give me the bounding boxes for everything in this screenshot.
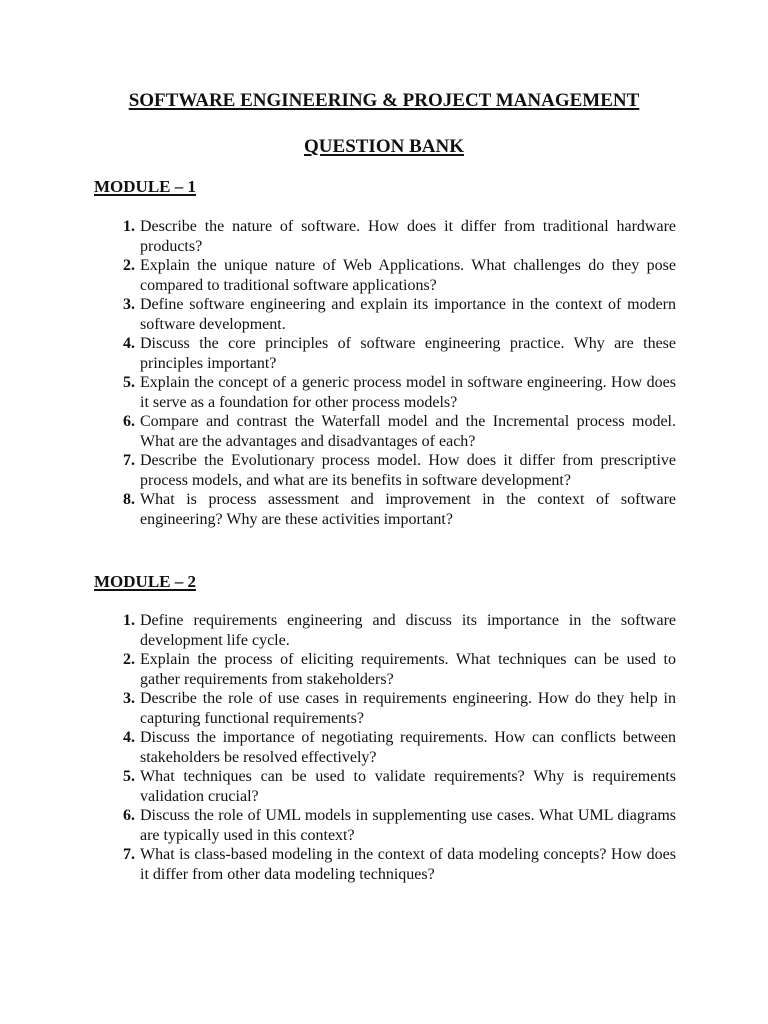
- question-number: 1.: [123, 218, 135, 235]
- list-item: [123, 217, 676, 256]
- question-text: Discuss the role of UML models in supplementing use cases. What UML diagrams are typically used in this context?: [140, 807, 676, 844]
- question-number: 4.: [123, 335, 135, 352]
- question-number: 6.: [123, 413, 135, 430]
- question-text: Discuss the core principles of software engineering practice. Why are these principles important?: [140, 335, 676, 372]
- list-item: [123, 256, 676, 295]
- question-number: 4.: [123, 729, 135, 746]
- question-text: Define requirements engineering and discuss its importance in the software development life cycle.: [140, 612, 676, 649]
- question-text: Explain the process of eliciting requirements. What techniques can be used to gather requirements from stakeholders?: [140, 651, 676, 688]
- list-item: [123, 806, 676, 845]
- list-item: [123, 611, 676, 650]
- list-item: [123, 295, 676, 334]
- list-item: [123, 767, 676, 806]
- question-text: Discuss the importance of negotiating requirements. How can conflicts between stakeholders be resolved effectively?: [140, 729, 676, 766]
- list-item: [123, 373, 676, 412]
- question-number: 6.: [123, 807, 135, 824]
- module-1-heading: MODULE – 1: [94, 177, 196, 196]
- list-item: [123, 845, 676, 884]
- module-2-question-list: [123, 611, 676, 884]
- question-text: Define software engineering and explain its importance in the context of modern software development.: [140, 296, 676, 333]
- question-number: 7.: [123, 452, 135, 469]
- list-item: [123, 650, 676, 689]
- question-text: Describe the nature of software. How does it differ from traditional hardware products?: [140, 218, 676, 255]
- module-2-heading: MODULE – 2: [94, 572, 196, 591]
- question-number: 8.: [123, 491, 135, 508]
- question-number: 3.: [123, 690, 135, 707]
- list-item: [123, 689, 676, 728]
- page-subtitle: QUESTION BANK: [304, 136, 464, 157]
- list-item: [123, 334, 676, 373]
- question-text: What techniques can be used to validate requirements? Why is requirements validation crucial?: [140, 768, 676, 805]
- question-text: Explain the unique nature of Web Applications. What challenges do they pose compared to traditional software applications?: [140, 257, 676, 294]
- question-number: 5.: [123, 768, 135, 785]
- question-text: Explain the concept of a generic process model in software engineering. How does it serve as a foundation for other process models?: [140, 374, 676, 411]
- list-item: [123, 490, 676, 529]
- list-item: [123, 728, 676, 767]
- question-number: 2.: [123, 651, 135, 668]
- page-title: SOFTWARE ENGINEERING & PROJECT MANAGEMENT: [128, 90, 640, 111]
- question-number: 5.: [123, 374, 135, 391]
- list-item: [123, 451, 676, 490]
- question-text: Describe the role of use cases in requirements engineering. How do they help in capturing functional requirements?: [140, 690, 676, 727]
- question-number: 2.: [123, 257, 135, 274]
- question-number: 3.: [123, 296, 135, 313]
- question-number: 7.: [123, 846, 135, 863]
- list-item: [123, 412, 676, 451]
- question-text: Compare and contrast the Waterfall model and the Incremental process model. What are the advantages and disadvantages of each?: [140, 413, 676, 450]
- question-text: Describe the Evolutionary process model. How does it differ from prescriptive process models, and what are its benefits in software development?: [140, 452, 676, 489]
- question-number: 1.: [123, 612, 135, 629]
- question-text: What is class-based modeling in the context of data modeling concepts? How does it differ from other data modeling techniques?: [140, 846, 676, 883]
- module-1-question-list: [123, 217, 676, 529]
- question-text: What is process assessment and improvement in the context of software engineering? Why are these activities important?: [140, 491, 676, 528]
